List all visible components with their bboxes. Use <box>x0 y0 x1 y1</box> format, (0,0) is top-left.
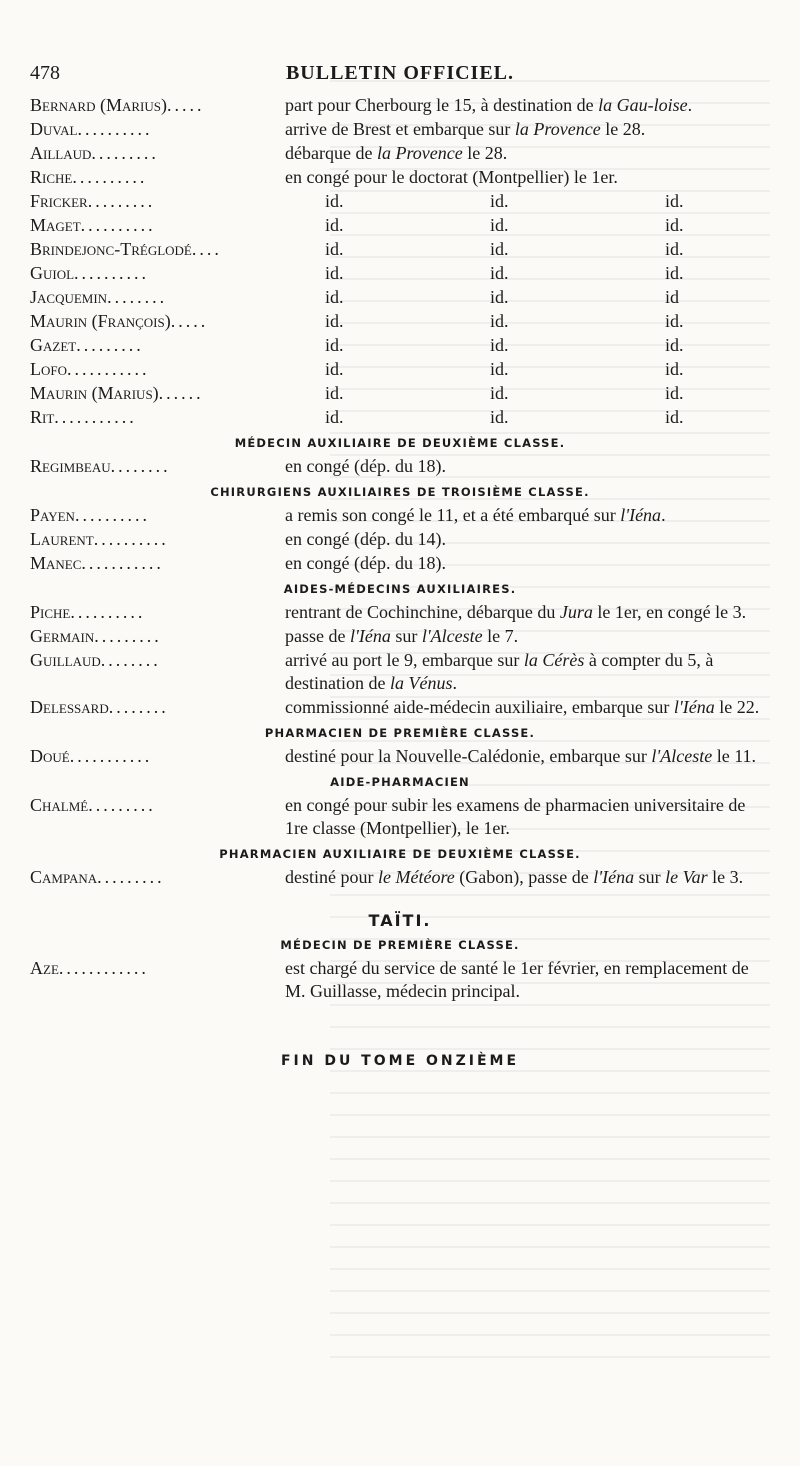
entry-name: Bernard (Marius) <box>30 95 167 115</box>
page-number: 478 <box>30 62 60 84</box>
entry-regimbeau: Regimbeau........ en congé (dép. du 18). <box>30 456 446 476</box>
id-row: Gazet......... id. id. id. <box>30 335 684 355</box>
section-heading: AIDE-PHARMACIEN <box>330 775 470 789</box>
section-heading: MÉDECIN DE PREMIÈRE CLASSE. <box>280 938 520 952</box>
section-heading: AIDES-MÉDECINS AUXILIAIRES. <box>283 582 517 596</box>
entry-chalme: Chalmé......... en congé pour subir les examens de pharmacien universitaire de 1re classe (Montpellier), le 1er. <box>30 795 746 838</box>
id-row: Lofo........... id. id. id. <box>30 359 684 379</box>
entry-name: Aillaud <box>30 143 92 163</box>
entry-delessard: Delessard........ commissionné aide-médecin auxiliaire, embarque sur l'Iéna le 22. <box>30 697 760 717</box>
entry-aillaud: Aillaud......... débarque de la Provence le 28. <box>30 142 770 165</box>
page-title: BULLETIN OFFICIEL. <box>285 62 515 84</box>
entry-text: part pour Cherbourg le 15, à destination de la Gau-loise. <box>285 95 693 115</box>
id-row: Jacquemin........ id. id. id <box>30 287 680 307</box>
section-heading: MÉDECIN AUXILIAIRE DE DEUXIÈME CLASSE. <box>234 436 566 450</box>
entry-guillaud: Guillaud........ arrivé au port le 9, embarque sur la Cérès à compter du 5, à destination de la Vénus. <box>30 650 714 693</box>
entry-payen: Payen.......... a remis son congé le 11, et a été embarqué sur l'Iéna. <box>30 505 666 525</box>
entry-riche: Riche.......... en congé pour le doctorat (Montpellier) le 1er. <box>30 166 770 189</box>
id-row: Rit........... id. id. id. <box>30 407 684 427</box>
id-row: Maurin (Marius)...... id. id. id. <box>30 383 684 403</box>
section-heading: PHARMACIEN DE PREMIÈRE CLASSE. <box>264 726 536 740</box>
region-heading: TAÏTI. <box>368 911 432 930</box>
end-of-volume: FIN DU TOME ONZIÈME <box>280 1053 520 1069</box>
entry-bernard: Bernard (Marius)..... part pour Cherbourg le 15, à destination de la Gau-loise. <box>30 94 770 117</box>
entry-text: en congé pour le doctorat (Montpellier) le 1er. <box>285 167 618 187</box>
id-row: Brindejonc-Tréglodé.... id. id. id. <box>30 239 684 259</box>
entry-laurent: Laurent.......... en congé (dép. du 14). <box>30 529 446 549</box>
section-heading: PHARMACIEN AUXILIAIRE DE DEUXIÈME CLASSE. <box>219 847 581 861</box>
id-row: Fricker......... id. id. id. <box>30 191 684 211</box>
entry-campana: Campana......... destiné pour le Météore (Gabon), passe de l'Iéna sur le Var le 3. <box>30 867 744 887</box>
id-row: Maurin (François)..... id. id. id. <box>30 311 684 331</box>
main-content <box>30 94 770 1069</box>
entry-name: Riche <box>30 167 73 187</box>
entry-aze: Aze............ est chargé du service de santé le 1er février, en remplacement de M. Guillasse, médecin principal. <box>30 958 749 1001</box>
entry-doue: Doué........... destiné pour la Nouvelle-Calédonie, embarque sur l'Alceste le 11. <box>30 746 757 766</box>
id-row: Guiol.......... id. id. id. <box>30 263 684 283</box>
entry-duval: Duval.......... arrive de Brest et embarque sur la Provence le 28. <box>30 118 770 141</box>
entry-germain: Germain......... passe de l'Iéna sur l'Alceste le 7. <box>30 626 519 646</box>
entry-text: arrive de Brest et embarque sur la Provence le 28. <box>285 119 646 139</box>
entry-piche: Piche.......... rentrant de Cochinchine, débarque du Jura le 1er, en congé le 3. <box>30 602 747 622</box>
section-heading: CHIRURGIENS AUXILIAIRES DE TROISIÈME CLASSE. <box>210 485 590 499</box>
page-header <box>30 62 770 90</box>
entry-manec: Manec........... en congé (dép. du 18). <box>30 553 446 573</box>
id-row: Maget.......... id. id. id. <box>30 215 684 235</box>
entry-name: Duval <box>30 119 78 139</box>
entry-text: débarque de la Provence le 28. <box>285 143 508 163</box>
